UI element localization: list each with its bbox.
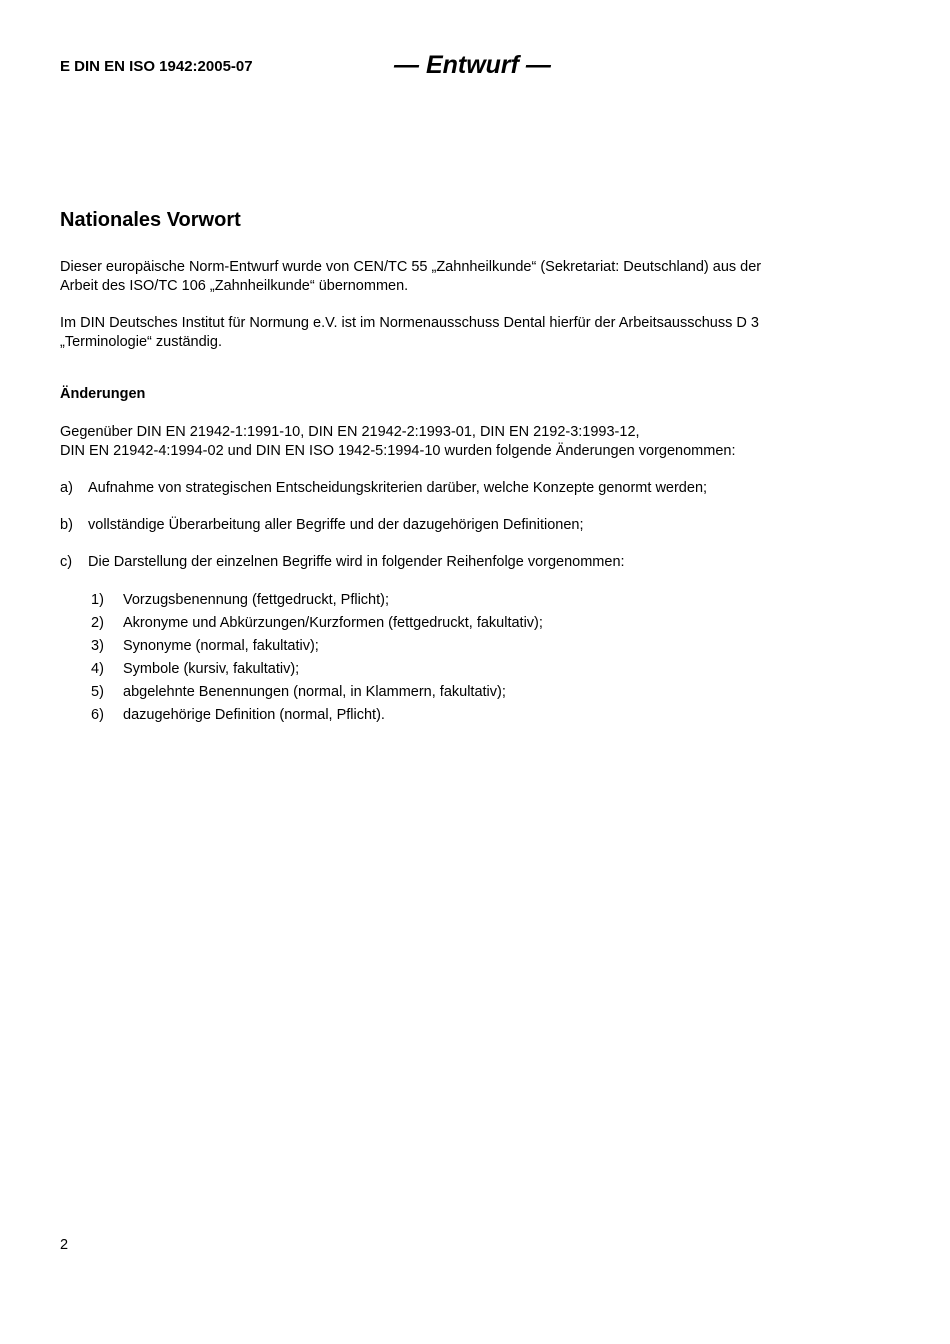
list-marker: b) — [60, 517, 73, 533]
list-item — [91, 683, 543, 706]
paragraph-line: Dieser europäische Norm-Entwurf wurde von CEN/TC 55 „Zahnheilkunde“ (Sekretariat: Deutschland) aus der — [60, 259, 762, 275]
term-order-list — [91, 591, 543, 729]
list-item-text: abgelehnte Benennungen (normal, in Klammern, fakultativ); — [123, 684, 506, 700]
list-item — [91, 591, 543, 614]
list-marker: 1) — [91, 592, 104, 608]
document-identifier: E DIN EN ISO 1942:2005-07 — [60, 58, 253, 75]
list-item-text: Akronyme und Abkürzungen/Kurzformen (fettgedruckt, fakultativ); — [123, 615, 543, 631]
list-marker: 3) — [91, 638, 104, 654]
paragraph-line: DIN EN 21942-4:1994-02 und DIN EN ISO 1942-5:1994-10 wurden folgende Änderungen vorgenommen: — [60, 442, 736, 459]
section-title: Nationales Vorwort — [60, 209, 241, 231]
list-marker: c) — [60, 554, 73, 570]
draft-watermark-label: — Entwurf — — [394, 51, 551, 79]
paragraph-responsibility — [60, 314, 880, 351]
list-marker: 2) — [91, 615, 104, 631]
list-marker: 5) — [91, 684, 104, 700]
list-item-text: vollständige Überarbeitung aller Begriffe und der dazugehörigen Definitionen; — [88, 517, 584, 533]
change-item-b — [60, 516, 583, 534]
changes-intro — [60, 423, 880, 460]
list-marker: 6) — [91, 707, 104, 723]
list-marker: 4) — [91, 661, 104, 677]
list-item — [91, 614, 543, 637]
list-item-text: dazugehörige Definition (normal, Pflicht). — [123, 707, 385, 723]
paragraph-line: Gegenüber DIN EN 21942-1:1991-10, DIN EN 21942-2:1993-01, DIN EN 2192-3:1993-12, — [60, 424, 640, 440]
change-item-c — [60, 553, 625, 571]
change-item-a — [60, 479, 707, 497]
list-item-text: Die Darstellung der einzelnen Begriffe wird in folgender Reihenfolge vorgenommen: — [88, 554, 625, 570]
list-item-text: Vorzugsbenennung (fettgedruckt, Pflicht); — [123, 592, 389, 608]
paragraph-line: Im DIN Deutsches Institut für Normung e.V. ist im Normenausschuss Dental hierfür der Arbeitsausschuss D 3 — [60, 315, 759, 331]
paragraph-line: „Terminologie“ zuständig. — [60, 333, 222, 350]
list-item-text: Aufnahme von strategischen Entscheidungskriterien darüber, welche Konzepte genormt werden; — [88, 480, 708, 496]
paragraph-line: Arbeit des ISO/TC 106 „Zahnheilkunde“ übernommen. — [60, 277, 409, 294]
list-item — [91, 660, 543, 683]
list-item-text: Synonyme (normal, fakultativ); — [123, 638, 319, 654]
list-item — [91, 637, 543, 660]
paragraph-origin — [60, 258, 880, 295]
list-item — [91, 706, 543, 729]
page-number: 2 — [60, 1237, 69, 1253]
changes-heading: Änderungen — [60, 386, 146, 402]
list-item-text: Symbole (kursiv, fakultativ); — [123, 661, 300, 677]
list-marker: a) — [60, 480, 73, 496]
